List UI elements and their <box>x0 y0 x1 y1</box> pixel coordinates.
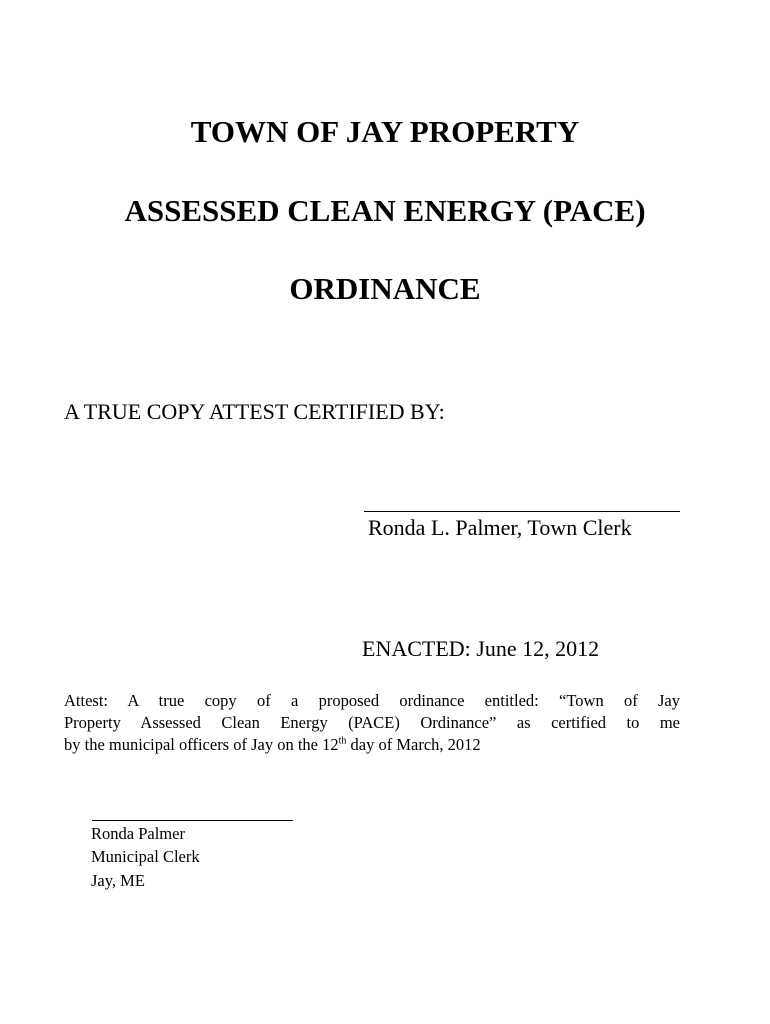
ordinal-suffix: th <box>338 735 347 747</box>
municipal-clerk-signature-line <box>92 820 293 821</box>
clerk-signer-name: Ronda L. Palmer, Town Clerk <box>368 515 632 540</box>
signature-block-location: Jay, ME <box>91 871 145 890</box>
attest-line-3 <box>64 734 680 756</box>
attest-line-2: Property Assessed Clean Energy (PACE) Ordinance” as certified to me <box>64 713 680 732</box>
clerk-signature-line <box>364 511 680 512</box>
attest-paragraph <box>64 690 680 756</box>
attest-line-3-end: day of March, 2012 <box>346 735 481 754</box>
signature-block-role: Municipal Clerk <box>91 847 200 866</box>
title-line-3: ORDINANCE <box>289 271 481 306</box>
attest-line-3-start: by the municipal officers of Jay on the 12 <box>64 735 339 754</box>
certification-heading: A TRUE COPY ATTEST CERTIFIED BY: <box>64 399 445 424</box>
enacted-date: ENACTED: June 12, 2012 <box>362 636 600 661</box>
title-line-2: ASSESSED CLEAN ENERGY (PACE) <box>124 193 646 228</box>
attest-line-1: Attest: A true copy of a proposed ordinance entitled: “Town of Jay <box>64 691 680 710</box>
signature-block-name: Ronda Palmer <box>91 824 185 843</box>
title-line-1: TOWN OF JAY PROPERTY <box>190 114 580 149</box>
